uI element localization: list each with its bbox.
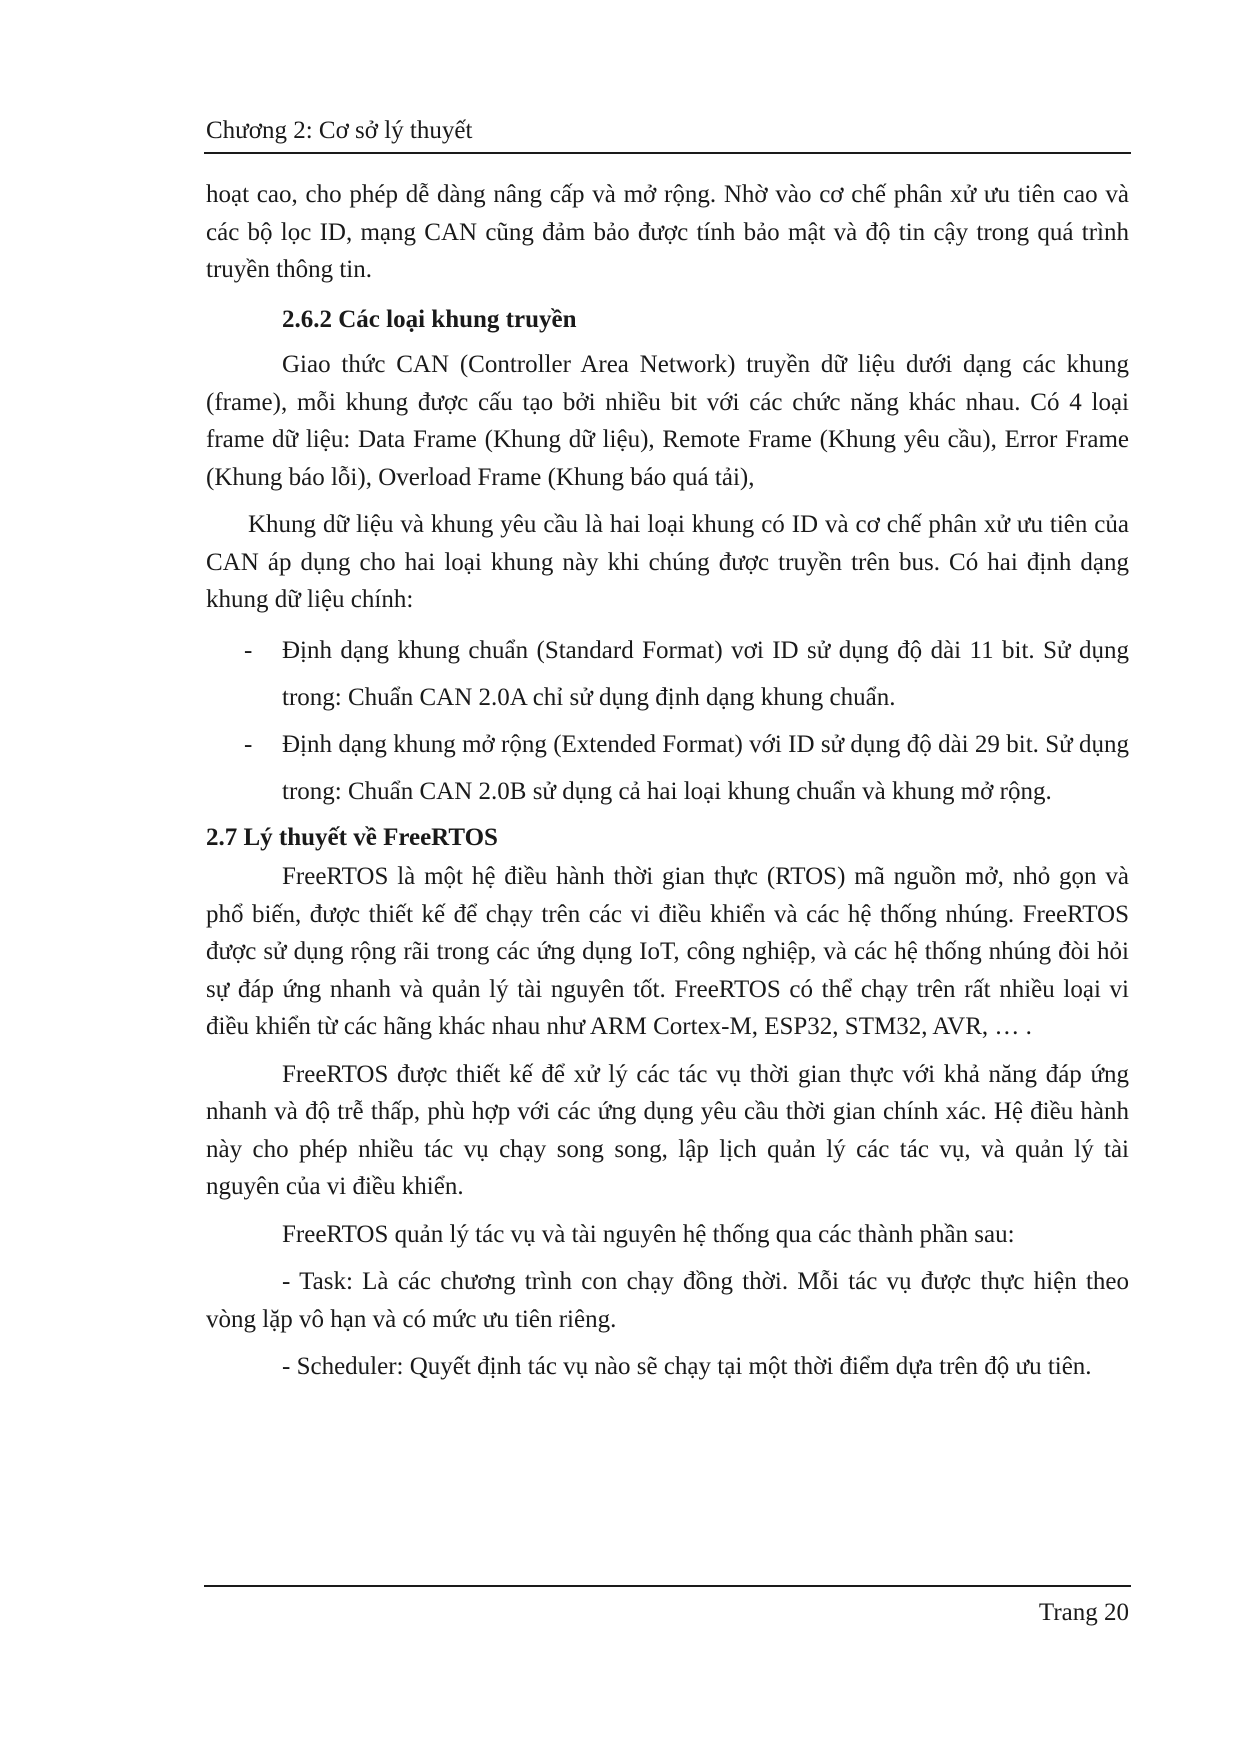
dash-marker: -	[244, 730, 253, 758]
paragraph-freertos-design: FreeRTOS được thiết kế để xử lý các tác vụ thời gian thực với khả năng đáp ứng nhanh và độ trễ thấp, phù hợp với các ứng dụng yêu cầu thời gian chính xác. Hệ điều hành này cho phép nhiều tác vụ chạy song song, lập lịch quản lý các tác vụ, và quản lý tài nguyên của vi điều khiển.	[206, 1060, 1129, 1200]
list-item-text: Định dạng khung mở rộng (Extended Format) với ID sử dụng độ dài 29 bit. Sử dụng trong: Chuẩn CAN 2.0B sử dụng cả hai loại khung chuẩn và khung mở rộng.	[282, 730, 1129, 805]
format-list	[206, 627, 1129, 815]
paragraph-frames: Giao thức CAN (Controller Area Network) truyền dữ liệu dưới dạng các khung (frame), mỗi khung được cấu tạo bởi nhiều bit với các chức năng khác nhau. Có 4 loại frame dữ liệu: Data Frame (Khung dữ liệu), Remote Frame (Khung yêu cầu), Error Frame (Khung báo lỗi), Overload Frame (Khung báo quá tải),	[206, 351, 1129, 491]
dash-marker: -	[244, 636, 253, 664]
list-item-text: Định dạng khung chuẩn (Standard Format) vơi ID sử dụng độ dài 11 bit. Sử dụng trong: Chuẩn CAN 2.0A chỉ sử dụng định dạng khung chuẩn.	[282, 636, 1129, 711]
chapter-title: Chương 2: Cơ sở lý thuyết	[206, 117, 473, 144]
paragraph-scheduler: - Scheduler: Quyết định tác vụ nào sẽ chạy tại một thời điểm dựa trên độ ưu tiên.	[282, 1353, 1092, 1380]
list-item	[206, 721, 1129, 815]
subsection-heading: 2.6.2 Các loại khung truyền	[282, 305, 577, 333]
header-divider	[204, 152, 1131, 154]
paragraph-continued: hoạt cao, cho phép dễ dàng nâng cấp và mở rộng. Nhờ vào cơ chế phân xử ưu tiên cao và các bộ lọc ID, mạng CAN cũng đảm bảo được tính bảo mật và độ tin cậy trong quá trình truyền thông tin.	[206, 181, 1129, 283]
paragraph-freertos-components: FreeRTOS quản lý tác vụ và tài nguyên hệ thống qua các thành phần sau:	[282, 1220, 1015, 1248]
page-number: Trang 20	[1038, 1599, 1129, 1626]
footer-divider	[204, 1585, 1131, 1587]
list-item	[206, 627, 1129, 721]
paragraph-task: - Task: Là các chương trình con chạy đồng thời. Mỗi tác vụ được thực hiện theo vòng lặp vô hạn và có mức ưu tiên riêng.	[206, 1268, 1129, 1333]
section-heading: 2.7 Lý thuyết về FreeRTOS	[206, 823, 498, 851]
paragraph-freertos-intro: FreeRTOS là một hệ điều hành thời gian thực (RTOS) mã nguồn mở, nhỏ gọn và phổ biến, được thiết kế để chạy trên các vi điều khiển và các hệ thống nhúng. FreeRTOS được sử dụng rộng rãi trong các ứng dụng IoT, công nghiệp, và các hệ thống nhúng đòi hỏi sự đáp ứng nhanh và quản lý tài nguyên tốt. FreeRTOS có thể chạy trên rất nhiều loại vi điều khiển từ các hãng khác nhau như ARM Cortex-M, ESP32, STM32, AVR, … .	[206, 863, 1129, 1040]
page-content	[206, 176, 1129, 1386]
paragraph-priority: Khung dữ liệu và khung yêu cầu là hai loại khung có ID và cơ chế phân xử ưu tiên của CAN áp dụng cho hai loại khung này khi chúng được truyền trên bus. Có hai định dạng khung dữ liệu chính:	[206, 511, 1129, 613]
